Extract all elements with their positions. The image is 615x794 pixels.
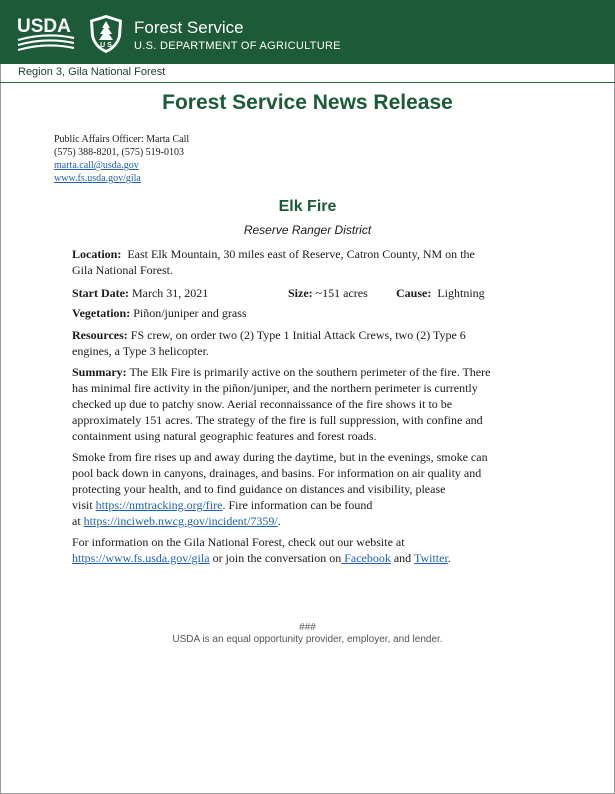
resources-paragraph	[72, 327, 542, 359]
location-label: Location:	[72, 247, 122, 261]
contact-officer: Public Affairs Officer: Marta Call	[54, 134, 190, 145]
smoke-paragraph	[72, 449, 542, 529]
page-title: Forest Service News Release	[162, 91, 453, 114]
start-date-field	[72, 285, 208, 301]
eeo-statement: USDA is an equal opportunity provider, employer, and lender.	[172, 634, 443, 645]
more-info-middle: or join the conversation on	[209, 551, 342, 565]
vegetation-value: Piñon/juniper and grass	[133, 306, 247, 320]
department-name: U.S. DEPARTMENT OF AGRICULTURE	[134, 40, 341, 52]
summary-label: Summary:	[72, 365, 127, 379]
smoke-line: Smoke from fire rises up and away during the daytime, but in the evenings, smoke can	[72, 450, 488, 464]
twitter-link[interactable]: Twitter	[413, 551, 448, 565]
location-value-line2: Gila National Forest.	[72, 263, 173, 277]
contact-email-link[interactable]: marta.call@usda.gov	[54, 160, 139, 171]
size-field	[288, 285, 368, 301]
summary-line: checked up due to patchy snow. Aerial reconnaissance of the fire shows it to be	[72, 397, 453, 411]
contact-phones: (575) 388-8201, (575) 519-0103	[54, 147, 184, 158]
header-divider	[0, 82, 615, 83]
resources-line1: FS crew, on order two (2) Type 1 Initial Attack Crews, two (2) Type 6	[130, 328, 466, 342]
gila-website-link[interactable]: https://www.fs.usda.gov/gila	[72, 551, 210, 565]
nmtracking-link[interactable]: https://nmtracking.org/fire	[95, 498, 223, 512]
end-marker: ###	[299, 622, 316, 633]
location-paragraph	[72, 246, 542, 278]
summary-paragraph	[72, 364, 542, 444]
summary-line: approximately 151 acres. The strategy of the fire is full suppression, with confine and	[72, 413, 483, 427]
vegetation-label: Vegetation:	[72, 306, 131, 320]
smoke-line5-suffix: .	[277, 514, 281, 528]
start-date-value: March 31, 2021	[131, 286, 209, 300]
smoke-line5-prefix: at	[72, 514, 84, 528]
size-value: ~151 acres	[315, 286, 368, 300]
agency-name: Forest Service	[134, 18, 244, 37]
usda-logo-icon	[16, 12, 76, 54]
smoke-line4-suffix: . Fire information can be found	[222, 498, 373, 512]
contact-block	[54, 133, 189, 185]
cause-label: Cause:	[396, 286, 432, 300]
location-value-line1: East Elk Mountain, 30 miles east of Reserve, Catron County, NM on the	[127, 247, 475, 261]
vegetation-field	[72, 305, 247, 321]
ranger-district: Reserve Ranger District	[243, 223, 372, 237]
region-label: Region 3, Gila National Forest	[18, 66, 166, 78]
cause-value: Lightning	[437, 286, 485, 300]
summary-line: has minimal fire activity in the piñon/juniper, and the northern perimeter is currently	[72, 381, 478, 395]
contact-website-link[interactable]: www.fs.usda.gov/gila	[54, 173, 141, 184]
facebook-link[interactable]: Facebook	[341, 551, 391, 565]
more-info-line1: For information on the Gila National Forest, check out our website at	[72, 535, 405, 549]
smoke-line: pool back down in canyons, drainages, and basins. For information on air quality and	[72, 466, 482, 480]
smoke-line: protecting your health, and to find guidance on distances and visibility, please	[72, 482, 446, 496]
start-date-label: Start Date:	[72, 286, 129, 300]
inciweb-link[interactable]: https://inciweb.nwcg.gov/incident/7359/	[83, 514, 278, 528]
summary-line: The Elk Fire is primarily active on the southern perimeter of the fire. There	[129, 365, 491, 379]
more-info-and: and	[390, 551, 414, 565]
shield-text: U S	[100, 42, 112, 49]
smoke-line4-prefix: visit	[72, 498, 96, 512]
header-band	[0, 0, 615, 64]
more-info-end: .	[447, 551, 451, 565]
usda-logo-text: USDA	[17, 16, 71, 37]
cause-field	[396, 285, 485, 301]
more-info-paragraph	[72, 534, 542, 566]
summary-line: containment using natural geographic features and forest roads.	[72, 429, 377, 443]
fire-name-heading: Elk Fire	[278, 198, 337, 215]
resources-label: Resources:	[72, 328, 128, 342]
size-label: Size:	[288, 286, 313, 300]
forest-service-shield-icon	[88, 14, 124, 54]
resources-line2: engines, a Type 3 helicopter.	[72, 344, 209, 358]
